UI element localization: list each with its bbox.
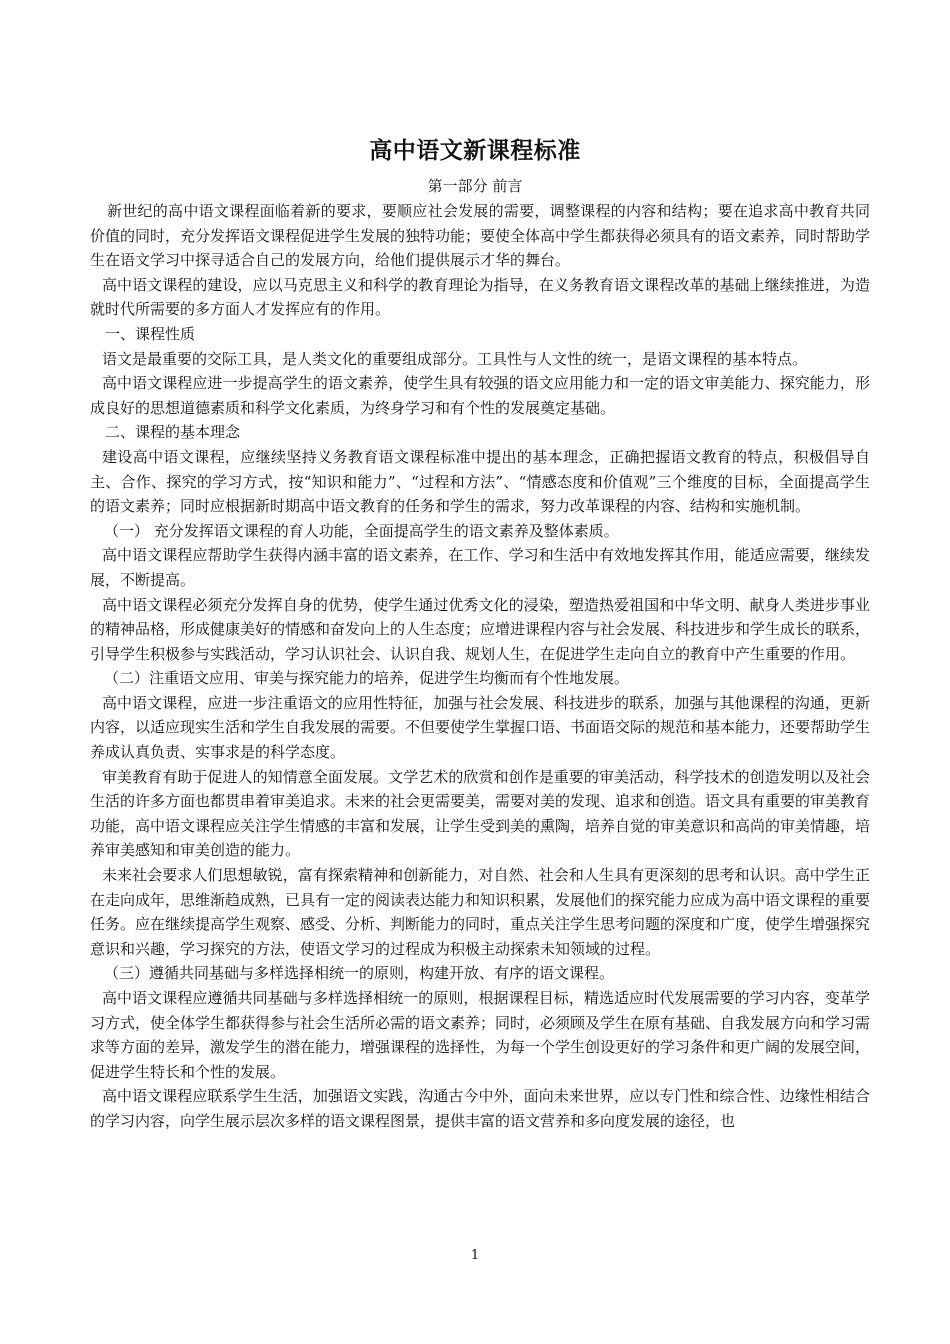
paragraph: 高中语文课程应帮助学生获得内涵丰富的语文素养，在工作、学习和生活中有效地发挥其作用，能适应需要，继续发展，不断提高。 xyxy=(90,546,870,589)
paragraph: 高中语文课程应联系学生生活，加强语文实践，沟通古今中外，面向未来世界，应以专门性和综合性、边缘性相结合的学习内容，向学生展示层次多样的语文课程图景，提供丰富的语文营养和多向度发展的途径，也 xyxy=(90,1087,870,1130)
document-body xyxy=(90,199,870,1134)
page-number: 1 xyxy=(470,1248,480,1263)
paragraph: 未来社会要求人们思想敏锐，富有探索精神和创新能力，对自然、社会和人生具有更深刻的思考和认识。高中学生正在走向成年，思维渐趋成熟，已具有一定的阅读表达能力和知识积累，发展他们的探究能力应成为高中语文课程的重要任务。应在继续提高学生观察、感受、分析、判断能力的同时，重点关注学生思考问题的深度和广度，使学生增强探究意识和兴趣，学习探究的方法，使语文学习的过程成为积极主动探索未知领域的过程。 xyxy=(90,866,871,958)
paragraph: 新世纪的高中语文课程面临着新的要求，要顺应社会发展的需要，调整课程的内容和结构；要在追求高中教育共同价值的同时，充分发挥语文课程促进学生发展的独特功能；要使全体高中学生都获得必须具有的语文素养，同时帮助学生在语文学习中探寻适合自己的发展方向，给他们提供展示才华的舞台。 xyxy=(90,202,871,270)
subheading: 二、课程的基本理念 xyxy=(105,423,241,442)
paragraph: 高中语文课程应遵循共同基础与多样选择相统一的原则，根据课程目标，精选适应时代发展需要的学习内容，变革学习方式，使全体学生都获得参与社会生活所必需的语文素养；同时，必须顾及学生在原有基础、自我发展方向和学习需求等方面的差异，激发学生的潜在能力，增强课程的选择性，为每一个学生创设更好的学习条件和更广阔的发展空间，促进学生特长和个性的发展。 xyxy=(90,989,871,1081)
subheading: 一、课程性质 xyxy=(105,324,196,343)
subheading: （二）注重语文应用、审美与探究能力的培养，促进学生均衡而有个性地发展。 xyxy=(104,669,630,688)
paragraph: 建设高中语文课程，应继续坚持义务教育语文课程标准中提出的基本理念，正确把握语文教育的特点，积极倡导自主、合作、探究的学习方式，按“知识和能力”、“过程和方法”、“情感态度和价值观”三个维度的目标，全面提高学生的语文素养；同时应根据新时期高中语文教育的任务和学生的需求，努力改革课程的内容、结构和实施机制。 xyxy=(90,447,870,516)
paragraph: 高中语文课程，应进一步注重语文的应用性特征，加强与社会发展、科技进步的联系，加强与其他课程的沟通，更新内容，以适应现实生活和学生自我发展的需要。不但要使学生掌握口语、书面语交际的规范和基本能力，还要帮助学生养成认真负责、实事求是的科学态度。 xyxy=(90,693,871,762)
paragraph: 高中语文课程应进一步提高学生的语文素养，使学生具有较强的语文应用能力和一定的语文审美能力、探究能力，形成良好的思想道德素质和科学文化素质，为终身学习和有个性的发展奠定基础。 xyxy=(90,374,870,417)
section-heading: 第一部分 前言 xyxy=(427,177,523,195)
subheading: （一） 充分发挥语文课程的育人功能，全面提高学生的语文素养及整体素质。 xyxy=(104,521,619,540)
paragraph: 语文是最重要的交际工具，是人类文化的重要组成部分。工具性与人文性的统一，是语文课程的基本特点。 xyxy=(102,349,808,368)
paragraph: 高中语文课程必须充分发挥自身的优势，使学生通过优秀文化的浸染，塑造热爱祖国和中华文明、献身人类进步事业的精神品格，形成健康美好的情感和奋发向上的人生态度；应增进课程内容与社会发展、科技进步和学生成长的联系，引导学生积极参与实践活动，学习认识社会、认识自我、规划人生，在促进学生走向自立的教育中产生重要的作用。 xyxy=(90,595,871,663)
paragraph: 审美教育有助于促进人的知情意全面发展。文学艺术的欣赏和创作是重要的审美活动，科学技术的创造发明以及社会生活的许多方面也都贯串着审美追求。未来的社会更需要美，需要对美的发现、追求和创造。语文具有重要的审美教育功能，高中语文课程应关注学生情感的丰富和发展，让学生受到美的熏陶，培养自觉的审美意识和高尚的审美情趣，培养审美感知和审美创造的能力。 xyxy=(90,767,871,860)
subheading: （三）遵循共同基础与多样选择相统一的原则，构建开放、有序的语文课程。 xyxy=(104,964,615,983)
paragraph: 高中语文课程的建设，应以马克思主义和科学的教育理论为指导，在义务教育语文课程改革的基础上继续推进，为造就时代所需要的多方面人才发挥应有的作用。 xyxy=(90,275,870,319)
document-title: 高中语文新课程标准 xyxy=(369,138,581,164)
